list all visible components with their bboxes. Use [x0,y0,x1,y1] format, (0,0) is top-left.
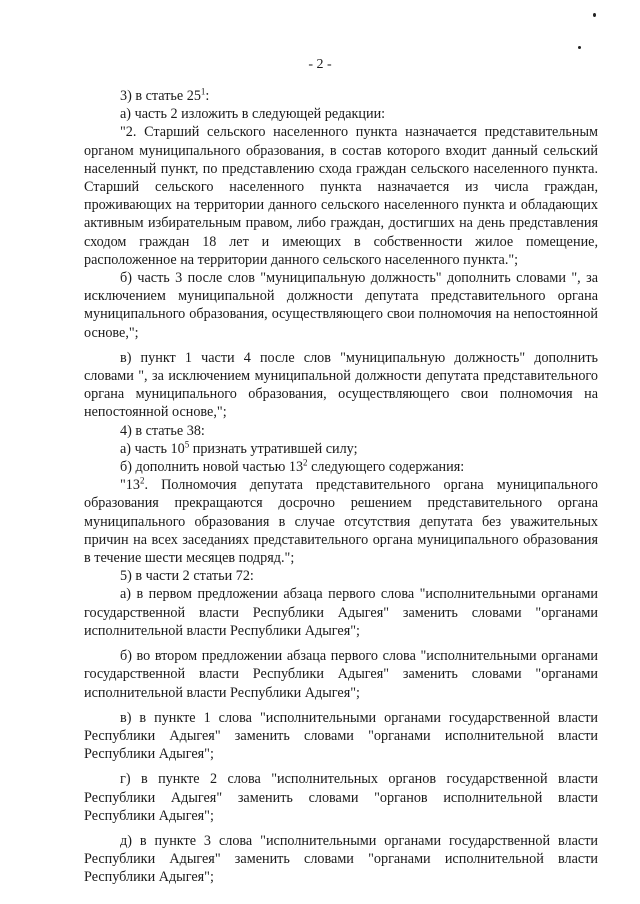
text-run: "2. Старший сельского населенного пункта назначается представительным органом муниципального образования, в состав которого входит данный сельский населенный пункт, по представлению схода граждан сельского населенного пункта. Старший сельского населенного пункта назначается из числа граждан, проживающих на территории данного сельского населенного пункта и обладающих активным избирательным правом, либо граждан, достигших на день представления сходом граждан 18 лет и имеющих в собственности жилое помещение, расположенное на территории данного сельского населенного пункта."; [84,124,598,268]
item-5b [84,647,598,702]
text-run: 3) в статье 25 [120,88,201,104]
text-run: . Полномочия депутата представительного органа муниципального образования прекращаются досрочно решением представительного органа муниципального образования в случае отсутствия депутата без уважительных причин на всех заседаниях представительного органа муниципального образования в течение шести месяцев подряд."; [84,477,598,567]
text-run: в) в пункте 1 слова "исполнительными органами государственной власти Республики Адыгея" заменить словами "органами исполнительной власти Республики Адыгея"; [84,709,598,763]
item-4b-quote [84,476,598,567]
text-run: : [205,88,210,104]
item-3b [84,269,598,342]
text-run: "13 [120,477,140,494]
scan-speck [578,46,581,49]
page-number: - 2 - [308,57,332,72]
item-5g [84,770,598,825]
item-4-title [84,422,598,440]
scan-speck [593,13,596,17]
superscript: 2 [139,475,145,486]
text-run: д) в пункте 3 слова "исполнительными органами государственной власти Республики Адыгея" заменить словами "органами исполнительной власти Республики Адыгея"; [84,832,598,886]
superscript: 5 [184,439,190,450]
text-run: б) часть 3 после слов "муниципальную должность" дополнить словами ", за исключением муниципальной должности депутата представительного органа муниципального образования, осуществляющего свои полномочия на непостоянной основе,"; [84,270,598,341]
text-run: г) в пункте 2 слова "исполнительных органов государственной власти Республики Адыгея" заменить словами "органов исполнительной власти Республики Адыгея"; [84,771,598,824]
text-run: а) в первом предложении абзаца первого слова "исполнительными органами государственной власти Республики Адыгея" заменить словами "органами исполнительной власти Республики Адыгея"; [84,586,598,639]
item-4b [84,458,598,476]
item-5v [84,709,598,764]
item-3-title [84,87,598,105]
text-run: признать утратившей силу; [189,440,358,457]
item-5a [84,585,598,640]
item-5-title [84,567,598,585]
text-run: б) дополнить новой частью 13 [120,459,304,476]
text-run: а) часть 2 изложить в следующей редакции: [120,106,386,123]
superscript: 2 [303,457,308,468]
text-run: а) часть 10 [120,440,185,457]
text-run: следующего содержания: [307,459,465,476]
superscript: 1 [200,86,206,97]
document-body [84,87,598,887]
item-3v [84,349,598,422]
item-3a-quote [84,123,598,269]
item-5d [84,832,598,887]
text-run: 4) в статье 38: [120,422,205,439]
text-run: в) пункт 1 части 4 после слов "муниципальную должность" дополнить словами ", за исключением муниципальной должности депутата представительного органа муниципального образования, осуществляющего свои полномочия на непостоянной основе,"; [84,349,598,421]
text-run: 5) в части 2 статьи 72: [120,568,254,585]
item-3a [84,105,598,123]
text-run: б) во втором предложении абзаца первого слова "исполнительными органами государственной власти Республики Адыгея" заменить словами "органами исполнительной власти Республики Адыгея"; [84,648,598,701]
item-4a [84,440,598,458]
